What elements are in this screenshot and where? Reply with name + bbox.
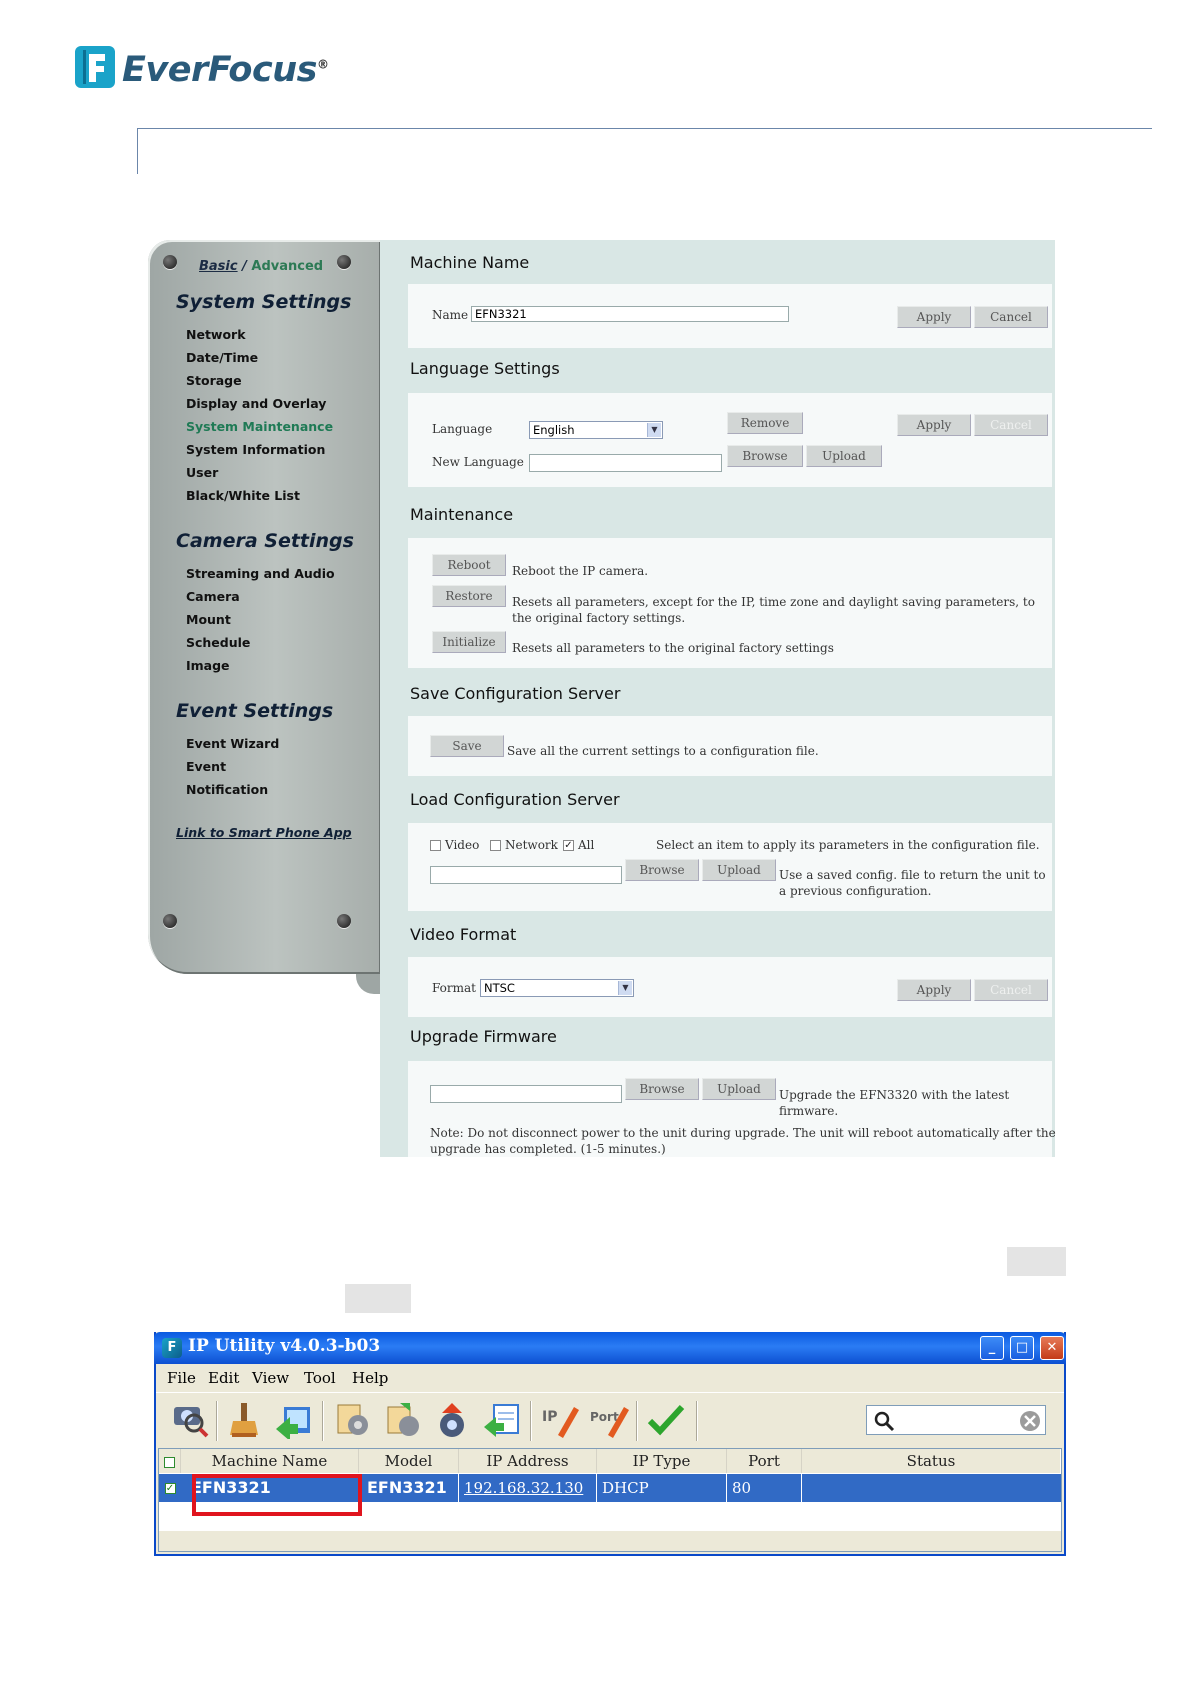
video-checkbox-label: Video bbox=[445, 838, 480, 852]
reboot-description: Reboot the IP camera. bbox=[512, 564, 649, 578]
maximize-icon[interactable]: □ bbox=[1010, 1336, 1034, 1360]
sidebar-item-event[interactable]: Event bbox=[186, 759, 227, 774]
sidebar-item-streaming-audio[interactable]: Streaming and Audio bbox=[186, 566, 335, 581]
highlight-box bbox=[192, 1474, 362, 1516]
column-status[interactable]: Status bbox=[802, 1449, 1060, 1473]
screw-icon bbox=[337, 914, 351, 928]
column-ip-address[interactable]: IP Address bbox=[459, 1449, 597, 1473]
firmware-description-2: firmware. bbox=[779, 1104, 839, 1118]
firmware-note-1: Note: Do not disconnect power to the unit during upgrade. The unit will reboot automatically after the bbox=[430, 1126, 1056, 1140]
language-upload-button[interactable]: Upload bbox=[806, 445, 882, 467]
section-title-maintenance: Maintenance bbox=[410, 505, 514, 524]
restore-description-1: Resets all parameters, except for the IP, time zone and daylight saving parameters, to bbox=[512, 595, 1035, 609]
firmware-browse-button[interactable]: Browse bbox=[625, 1078, 699, 1100]
import-icon[interactable] bbox=[482, 1401, 522, 1439]
window-title: IP Utility v4.0.3-b03 bbox=[188, 1336, 381, 1356]
machine-name-cancel-button[interactable]: Cancel bbox=[974, 306, 1048, 328]
language-select[interactable]: English ▼ bbox=[529, 421, 663, 439]
new-language-input[interactable] bbox=[529, 454, 722, 472]
language-apply-button[interactable]: Apply bbox=[897, 414, 971, 436]
load-config-browse-button[interactable]: Browse bbox=[625, 859, 699, 881]
video-format-cancel-button[interactable]: Cancel bbox=[974, 979, 1048, 1001]
screw-icon bbox=[163, 914, 177, 928]
screw-icon bbox=[163, 255, 177, 269]
close-icon[interactable]: ✕ bbox=[1040, 1336, 1064, 1360]
load-config-description-2: a previous configuration. bbox=[779, 884, 932, 898]
export-icon[interactable] bbox=[274, 1401, 314, 1439]
header-rule-vertical bbox=[137, 128, 138, 174]
app-icon: F bbox=[162, 1338, 182, 1358]
section-title-upgrade-firmware: Upgrade Firmware bbox=[410, 1027, 557, 1046]
toolbar bbox=[156, 1392, 1064, 1447]
sidebar-item-image[interactable]: Image bbox=[186, 658, 230, 673]
clear-search-icon[interactable] bbox=[1019, 1410, 1041, 1432]
sidebar-item-storage[interactable]: Storage bbox=[186, 373, 242, 388]
header-rule bbox=[137, 128, 1152, 129]
save-config-description: Save all the current settings to a configuration file. bbox=[507, 744, 819, 758]
menu-tool[interactable]: Tool bbox=[304, 1369, 336, 1387]
firmware-note-2: upgrade has completed. (1-5 minutes.) bbox=[430, 1142, 666, 1156]
video-checkbox[interactable] bbox=[430, 840, 441, 851]
section-title-machine-name: Machine Name bbox=[410, 253, 530, 272]
section-title-load-config: Load Configuration Server bbox=[410, 790, 620, 809]
tab-basic[interactable]: Basic bbox=[199, 259, 238, 274]
section-title-video-format: Video Format bbox=[410, 925, 517, 944]
language-panel bbox=[408, 393, 1052, 487]
row-port[interactable]: 80 bbox=[727, 1474, 802, 1502]
column-port[interactable]: Port bbox=[727, 1449, 802, 1473]
sidebar-item-camera[interactable]: Camera bbox=[186, 589, 240, 604]
screw-icon bbox=[337, 255, 351, 269]
network-checkbox-label: Network bbox=[505, 838, 558, 852]
clean-icon[interactable] bbox=[224, 1401, 264, 1439]
name-label: Name bbox=[432, 308, 469, 322]
language-label: Language bbox=[432, 422, 493, 436]
sidebar-panel bbox=[148, 240, 380, 974]
search-icon bbox=[873, 1410, 895, 1432]
sidebar-tab bbox=[356, 974, 380, 994]
sidebar-heading-system: System Settings bbox=[176, 291, 352, 313]
menu-bar bbox=[156, 1364, 1064, 1392]
apply-check-icon[interactable] bbox=[646, 1401, 686, 1439]
firmware-upload-button[interactable]: Upload bbox=[702, 1078, 776, 1100]
sidebar-item-system-maintenance[interactable]: System Maintenance bbox=[186, 419, 334, 434]
machine-name-input[interactable]: EFN3321 bbox=[471, 306, 789, 322]
select-item-description: Select an item to apply its parameters in the configuration file. bbox=[656, 838, 1040, 852]
sidebar-item-mount[interactable]: Mount bbox=[186, 612, 231, 627]
section-title-save-config: Save Configuration Server bbox=[410, 684, 621, 703]
row-ip-address[interactable]: 192.168.32.130 bbox=[459, 1474, 597, 1502]
menu-view[interactable]: View bbox=[252, 1369, 290, 1387]
brand-name: EverFocus® bbox=[122, 50, 329, 90]
network-checkbox[interactable] bbox=[490, 840, 501, 851]
all-checkbox-label: All bbox=[578, 838, 595, 852]
column-ip-type[interactable]: IP Type bbox=[597, 1449, 727, 1473]
tab-advanced[interactable]: Advanced bbox=[251, 259, 324, 274]
firmware-description-1: Upgrade the EFN3320 with the latest bbox=[779, 1088, 1010, 1102]
column-machine-name[interactable]: Machine Name bbox=[181, 1449, 359, 1473]
menu-edit[interactable]: Edit bbox=[208, 1369, 240, 1387]
language-remove-button[interactable]: Remove bbox=[727, 412, 803, 434]
svg-text:Port: Port bbox=[590, 1410, 619, 1424]
upgrade-icon[interactable] bbox=[432, 1401, 472, 1439]
config-icon[interactable] bbox=[332, 1401, 372, 1439]
chevron-down-icon: ▼ bbox=[618, 981, 632, 995]
sidebar-item-display-overlay[interactable]: Display and Overlay bbox=[186, 396, 327, 411]
language-browse-button[interactable]: Browse bbox=[727, 445, 803, 467]
firmware-file-input[interactable] bbox=[430, 1085, 622, 1103]
ip-edit-icon[interactable] bbox=[540, 1401, 580, 1439]
row-ip-type[interactable]: DHCP bbox=[597, 1474, 727, 1502]
row-status[interactable] bbox=[802, 1474, 1061, 1502]
port-edit-icon[interactable] bbox=[590, 1401, 630, 1439]
row-select[interactable] bbox=[159, 1474, 181, 1502]
smart-phone-app-link[interactable]: Link to Smart Phone App bbox=[176, 825, 352, 840]
sidebar-item-notification[interactable]: Notification bbox=[186, 782, 269, 797]
initialize-description: Resets all parameters to the original factory settings bbox=[512, 641, 834, 655]
inline-highlight bbox=[345, 1284, 411, 1313]
machine-name-apply-button[interactable]: Apply bbox=[897, 306, 971, 328]
language-cancel-button[interactable]: Cancel bbox=[974, 414, 1048, 436]
video-format-apply-button[interactable]: Apply bbox=[897, 979, 971, 1001]
reboot-button[interactable]: Reboot bbox=[432, 554, 506, 576]
select-all-checkbox[interactable] bbox=[164, 1457, 175, 1468]
new-language-label: New Language bbox=[432, 455, 524, 469]
save-config-button[interactable]: Save bbox=[430, 735, 504, 757]
section-title-language: Language Settings bbox=[410, 359, 560, 378]
inline-highlight bbox=[1007, 1247, 1066, 1276]
load-config-upload-button[interactable]: Upload bbox=[702, 859, 776, 881]
sidebar-heading-camera: Camera Settings bbox=[176, 530, 354, 552]
svg-text:IP: IP bbox=[542, 1409, 558, 1425]
batch-config-icon[interactable] bbox=[382, 1401, 422, 1439]
all-checkbox[interactable]: ✓ bbox=[564, 840, 573, 851]
sidebar-item-black-white-list[interactable]: Black/White List bbox=[186, 488, 300, 503]
sidebar-item-datetime[interactable]: Date/Time bbox=[186, 350, 259, 365]
sidebar-heading-event: Event Settings bbox=[176, 700, 334, 722]
menu-help[interactable]: Help bbox=[352, 1369, 389, 1387]
minimize-icon[interactable]: _ bbox=[980, 1336, 1004, 1360]
menu-file[interactable]: File bbox=[167, 1369, 196, 1387]
sidebar-item-user[interactable]: User bbox=[186, 465, 219, 480]
sidebar-item-schedule[interactable]: Schedule bbox=[186, 635, 251, 650]
restore-button[interactable]: Restore bbox=[432, 585, 506, 607]
everfocus-logo-icon bbox=[75, 44, 117, 90]
mode-tabs: Basic / Advanced bbox=[199, 259, 324, 274]
restore-description-2: the original factory settings. bbox=[512, 611, 686, 625]
status-strip bbox=[159, 1531, 1061, 1551]
column-model[interactable]: Model bbox=[359, 1449, 459, 1473]
row-model[interactable]: EFN3321 bbox=[359, 1474, 459, 1502]
load-config-file-input[interactable] bbox=[430, 866, 622, 884]
row-machine-name[interactable]: EFN3321 bbox=[183, 1474, 359, 1502]
format-label: Format bbox=[432, 981, 476, 995]
search-camera-icon[interactable] bbox=[170, 1401, 210, 1439]
sidebar-item-system-information[interactable]: System Information bbox=[186, 442, 326, 457]
sidebar-item-network[interactable]: Network bbox=[186, 327, 246, 342]
search-input[interactable] bbox=[866, 1405, 1046, 1435]
initialize-button[interactable]: Initialize bbox=[432, 631, 506, 653]
chevron-down-icon: ▼ bbox=[647, 423, 661, 437]
video-format-select[interactable]: NTSC ▼ bbox=[480, 979, 634, 997]
sidebar-item-event-wizard[interactable]: Event Wizard bbox=[186, 736, 280, 751]
load-config-description-1: Use a saved config. file to return the unit to bbox=[779, 868, 1046, 882]
ip-utility-title-bar[interactable] bbox=[154, 1332, 1066, 1364]
row-checkbox[interactable]: ✓ bbox=[165, 1483, 175, 1494]
select-all-header[interactable] bbox=[159, 1449, 181, 1473]
